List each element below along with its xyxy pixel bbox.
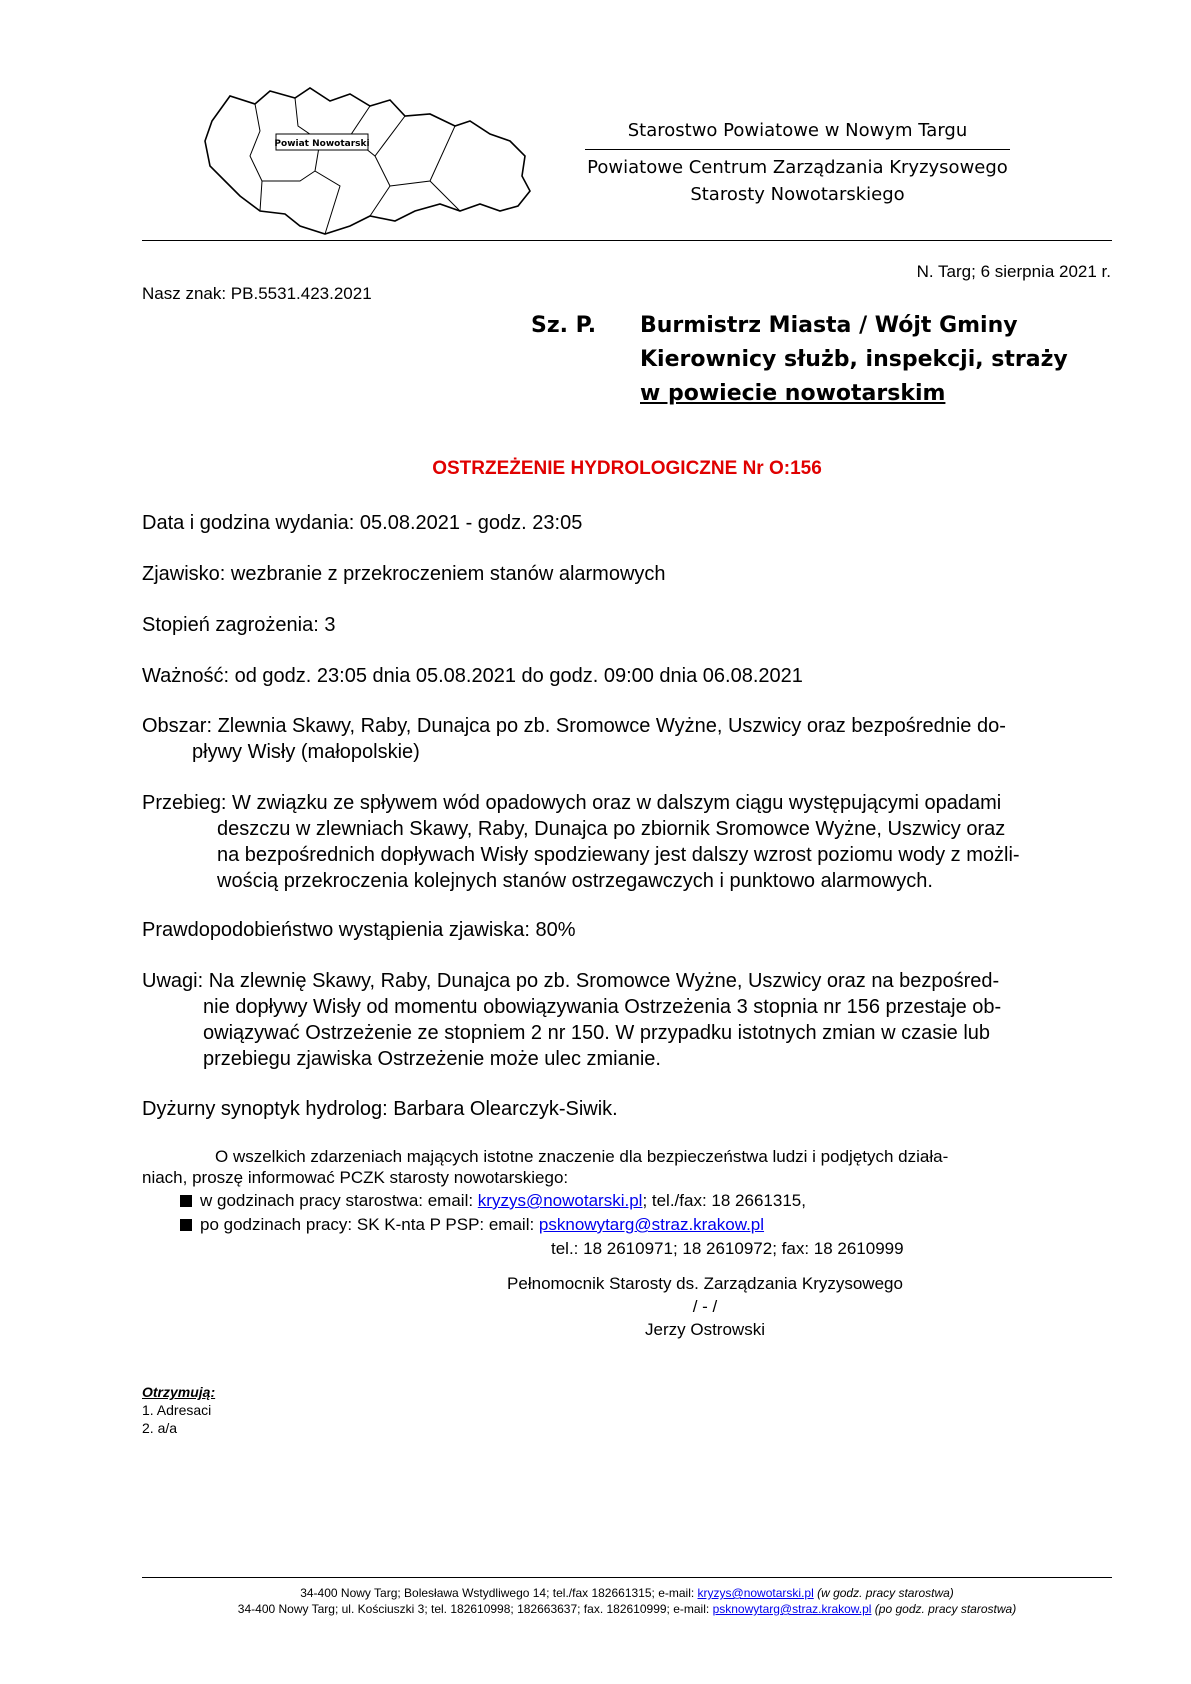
info-line-2: niach, proszę informować PCZK starosty nowotarskiego: [142, 1168, 569, 1187]
addressee-line-1: Burmistrz Miasta / Wójt Gminy [640, 313, 1018, 338]
after-hours-phones: tel.: 18 2610971; 18 2610972; fax: 18 2610999 [551, 1239, 904, 1258]
addressee-line-2: Kierownicy służb, inspekcji, straży [640, 347, 1068, 372]
addressee-prefix: Sz. P. [531, 313, 597, 338]
header-rule [142, 240, 1112, 241]
bullet-square-icon [180, 1219, 192, 1231]
warning-title: OSTRZEŻENIE HYDROLOGICZNE Nr O:156 [432, 458, 822, 479]
footer-email-psp[interactable]: psknowytarg@straz.krakow.pl [712, 1602, 872, 1616]
recipients [142, 1383, 215, 1437]
footer-line-2 [142, 1601, 1112, 1617]
course-line-2: deszczu w zlewniach Skawy, Raby, Dunajca po zbiornik Sromowce Wyżne, Uszwicy oraz [217, 818, 1006, 840]
county-map-logo [200, 86, 535, 238]
phenomenon-field: Zjawisko: wezbranie z przekroczeniem stanów alarmowych [142, 563, 666, 585]
document-date: N. Targ; 6 sierpnia 2021 r. [916, 262, 1111, 281]
bullet-square-icon [180, 1195, 192, 1207]
email-link-kryzys[interactable]: kryzys@nowotarski.pl [477, 1191, 643, 1210]
reference-number: Nasz znak: PB.5531.423.2021 [142, 284, 372, 303]
info-paragraph [142, 1146, 1112, 1188]
footer-note-2: (po godz. pracy starostwa) [871, 1602, 1017, 1616]
notes-line-3: owiązywać Ostrzeżenie ze stopniem 2 nr 150. W przypadku istotnych zmian w czasie lub [203, 1022, 991, 1044]
recipient-item: 1. Adresaci [142, 1402, 212, 1418]
signature-block [420, 1272, 990, 1341]
after-hours-text: po godzinach pracy: SK K-nta P PSP: email: [200, 1215, 539, 1234]
footer-address-1: 34-400 Nowy Targ; Bolesława Wstydliwego 14; tel./fax 182661315; e-mail: [300, 1586, 698, 1600]
email-link-psp[interactable]: psknowytarg@straz.krakow.pl [538, 1215, 765, 1234]
signature-name: Jerzy Ostrowski [645, 1320, 765, 1339]
footer-address-2: 34-400 Nowy Targ; ul. Kościuszki 3; tel. 182610998; 182663637; fax. 182610999; e-mail: [237, 1602, 713, 1616]
forecaster-field: Dyżurny synoptyk hydrolog: Barbara Olearczyk-Siwik. [142, 1098, 618, 1120]
work-hours-text: w godzinach pracy starostwa: email: [200, 1191, 478, 1210]
addressee-line-3: w powiecie nowotarskim [640, 381, 946, 406]
course-line-4: wością przekroczenia kolejnych stanów ostrzegawczych i punktowo alarmowych. [217, 870, 933, 892]
validity-field: Ważność: od godz. 23:05 dnia 05.08.2021 do godz. 09:00 dnia 06.08.2021 [142, 665, 803, 687]
notes-line-1: Uwagi: Na zlewnię Skawy, Raby, Dunajca po zb. Sromowce Wyżne, Uszwicy oraz na bezpośred- [142, 970, 1000, 992]
probability-field: Prawdopodobieństwo wystąpienia zjawiska: 80% [142, 919, 576, 941]
header-line-3: Starosty Nowotarskiego [690, 184, 905, 205]
course-line-3: na bezpośrednich dopływach Wisły spodziewany jest dalszy wzrost poziomu wody z możli- [217, 844, 1020, 866]
course-field [142, 790, 1112, 894]
map-label: Powiat Nowotarski [274, 139, 370, 149]
signature-title: Pełnomocnik Starosty ds. Zarządzania Kryzysowego [507, 1274, 903, 1293]
header-divider [585, 149, 1010, 150]
footer-rule [142, 1577, 1112, 1578]
signature-mark: / - / [692, 1297, 718, 1316]
issued-field: Data i godzina wydania: 05.08.2021 - godz. 23:05 [142, 512, 583, 534]
notes-line-4: przebiegu zjawiska Ostrzeżenie może ulec zmianie. [203, 1048, 661, 1070]
footer-email-kryzys[interactable]: kryzys@nowotarski.pl [697, 1586, 814, 1600]
work-hours-phone: ; tel./fax: 18 2661315, [642, 1191, 806, 1210]
contact-work-hours [180, 1191, 806, 1211]
area-line-2: pływy Wisły (małopolskie) [192, 741, 420, 763]
notes-line-2: nie dopływy Wisły od momentu obowiązywania Ostrzeżenia 3 stopnia nr 156 przestaje ob- [203, 996, 1002, 1018]
header-line-1: Starostwo Powiatowe w Nowym Targu [627, 120, 968, 141]
area-field [142, 713, 1112, 765]
threat-level-field: Stopień zagrożenia: 3 [142, 614, 336, 636]
header-line-2: Powiatowe Centrum Zarządzania Kryzysowego [587, 157, 1008, 178]
info-line-1: O wszelkich zdarzeniach mających istotne znaczenie dla bezpieczeństwa ludzi i podjętych działa- [215, 1147, 949, 1166]
footer-line-1 [142, 1585, 1112, 1601]
area-line-1: Obszar: Zlewnia Skawy, Raby, Dunajca po zb. Sromowce Wyżne, Uszwicy oraz bezpośrednie do- [142, 715, 1006, 737]
contact-after-hours [180, 1215, 764, 1235]
footer-note-1: (w godz. pracy starostwa) [813, 1586, 954, 1600]
footer [142, 1585, 1112, 1617]
course-line-1: Przebieg: W związku ze spływem wód opadowych oraz w dalszym ciągu występującymi opadami [142, 792, 1002, 814]
notes-field [142, 968, 1112, 1072]
recipient-item: 2. a/a [142, 1420, 178, 1436]
recipients-heading: Otrzymują: [142, 1384, 216, 1400]
